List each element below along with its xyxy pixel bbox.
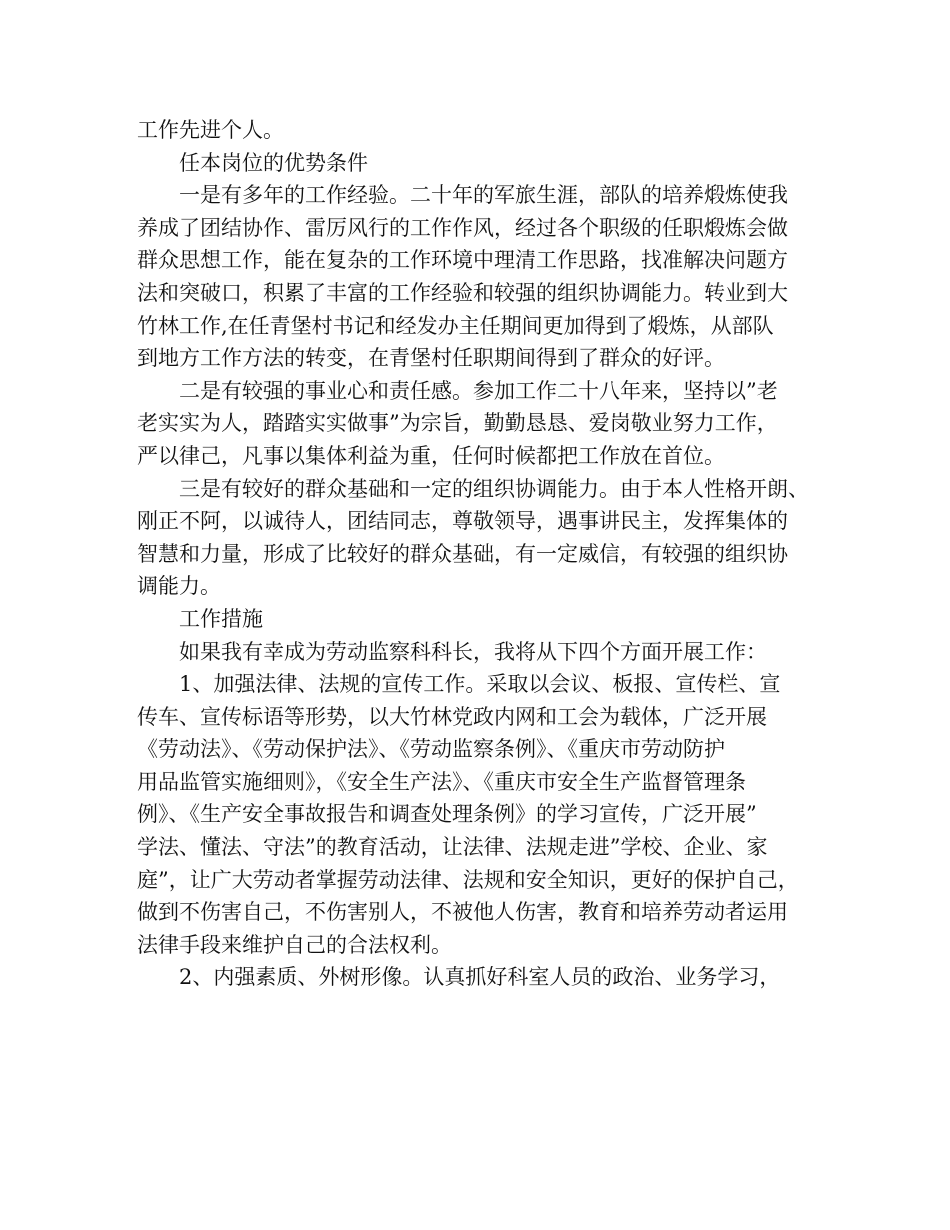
text-line: 养成了团结协作、雷厉风行的工作作风，经过各个职级的任职煅炼会做 bbox=[137, 215, 788, 240]
section-heading-advantages: 任本岗位的优势条件 bbox=[179, 150, 368, 175]
text-line: 2、内强素质、外树形像。认真抓好科室人员的政治、业务学习， bbox=[179, 965, 781, 990]
text-line: 如果我有幸成为劳动监察科科长，我将从下四个方面开展工作： bbox=[179, 639, 767, 664]
document-body bbox=[137, 114, 827, 994]
text-line: 群众思想工作，能在复杂的工作环境中理清工作思路，找准解决问题方 bbox=[137, 248, 788, 273]
text-line: 竹林工作,在任青堡村书记和经发办主任期间更加得到了煅炼，从部队 bbox=[137, 313, 774, 338]
text-line: 例》、《生产安全事故报告和调查处理条例》的学习宣传，广泛开展” bbox=[137, 802, 757, 827]
text-line: 一是有多年的工作经验。二十年的军旅生涯，部队的培养煅炼使我 bbox=[179, 183, 788, 208]
text-line: 老实实为人，踏踏实实做事”为宗旨，勤勤恳恳、爱岗敬业努力工作， bbox=[137, 411, 778, 436]
text-line: 调能力。 bbox=[137, 574, 221, 599]
text-line: 法和突破口，积累了丰富的工作经验和较强的组织协调能力。转业到大 bbox=[137, 280, 788, 305]
text-line: 庭”，让广大劳动者掌握劳动法律、法规和安全知识，更好的保护自己， bbox=[137, 867, 799, 892]
text-line: 三是有较好的群众基础和一定的组织协调能力。由于本人性格开朗、 bbox=[179, 476, 809, 501]
text-line: 传车、宣传标语等形势，以大竹林党政内网和工会为载体，广泛开展 bbox=[137, 704, 767, 729]
text-line: 1、加强法律、法规的宣传工作。采取以会议、板报、宣传栏、宣 bbox=[179, 672, 781, 697]
text-line: 到地方工作方法的转变，在青堡村任职期间得到了群众的好评。 bbox=[137, 346, 725, 371]
text-line: 刚正不阿，以诚待人，团结同志，尊敬领导，遇事讲民主，发挥集体的 bbox=[137, 509, 788, 534]
text-line: 《劳动法》、《劳动保护法》、《劳动监察条例》、《重庆市劳动防护 bbox=[137, 737, 725, 762]
text-line: 用品监管实施细则》，《安全生产法》、《重庆市安全生产监督管理条 bbox=[137, 769, 746, 794]
text-line: 法律手段来维护自己的合法权利。 bbox=[137, 932, 452, 957]
text-line: 严以律己，凡事以集体利益为重，任何时候都把工作放在首位。 bbox=[137, 443, 725, 468]
text-line: 做到不伤害自己，不伤害别人，不被他人伤害，教育和培养劳动者运用 bbox=[137, 900, 788, 925]
text-line: 二是有较强的事业心和责任感。参加工作二十八年来，坚持以”老 bbox=[179, 378, 778, 403]
text-line: 学法、懂法、守法”的教育活动，让法律、法规走进”学校、企业、家 bbox=[137, 835, 768, 860]
text-line: 智慧和力量，形成了比较好的群众基础，有一定威信，有较强的组织协 bbox=[137, 541, 788, 566]
text-line: 工作先进个人。 bbox=[137, 118, 284, 142]
section-heading-measures: 工作措施 bbox=[179, 606, 263, 631]
